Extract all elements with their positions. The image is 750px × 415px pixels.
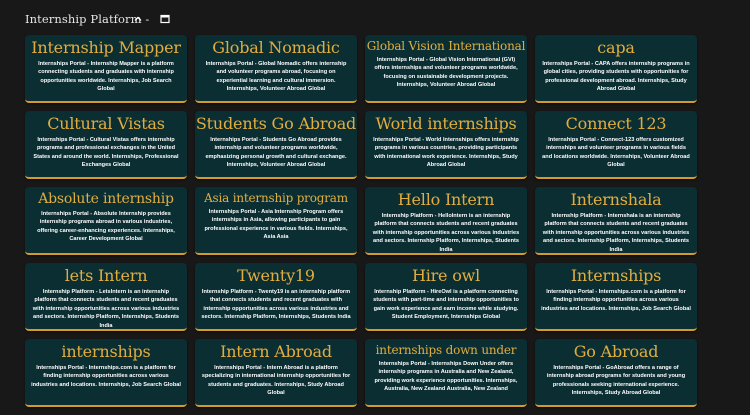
- platform-description: Internships Portal - Internships Down Under offers internship programs in Australia and New Zealand, providing work experience opportunities. Internships, Australia, New Zealand Australia, New Zealand: [374, 361, 518, 393]
- platform-card[interactable]: [25, 111, 187, 179]
- platform-description: Internships Portal - Absolute Internship provides internship programs abroad in various industries, offering career-enhancing experiences. Internships, Career Development Global: [37, 211, 175, 243]
- platform-description: Internship Platform - HelloIntern is an internship platform that connects students and recent graduates with internship opportunities across various industries and sectors. Internship Platform, Internships, Students India: [372, 213, 520, 253]
- platform-description: Internships Portal - Internship Mapper is a platform connecting students and graduates with internship opportunities worldwide. Internships, Job Search Global: [38, 61, 174, 93]
- platform-description: Internships Portal - World Internships offers internship programs in various countries, providing participants with international work experience. Internships, Study Abroad Global: [373, 137, 519, 169]
- platform-description: Internships Portal - Cultural Vistas offers internship programs and professional exchanges in the United States and around the world. Internships, Professional Exchanges Global: [33, 137, 179, 169]
- platform-card[interactable]: [25, 339, 187, 407]
- platform-card[interactable]: [195, 263, 357, 331]
- platform-card[interactable]: [365, 187, 527, 255]
- platform-name: Hello Intern: [397, 190, 495, 209]
- platform-name: Internships: [570, 266, 662, 285]
- platform-card[interactable]: [365, 111, 527, 179]
- platform-name: Internship Mapper: [31, 38, 181, 57]
- platform-name: Hire owl: [411, 266, 481, 285]
- platform-description: Internships Portal - GoAbroad offers a range of internship abroad programs for students and young professionals seeking international experience. Internships, Study Abroad Global: [546, 365, 686, 397]
- platform-name: Connect 123: [565, 114, 667, 133]
- platform-description: Internships Portal - CAPA offers internship programs in global cities, providing students with opportunities for professional development abroad. Internships, Study Abroad Global: [542, 61, 690, 93]
- platform-description: Internship Platform - HireOwl is a platform connecting students with part-time and internship opportunities to gain work experience and earn income while studying. Student Employment, Internships Global: [373, 289, 519, 321]
- platform-description: Internships Portal - Students Go Abroad provides internship and volunteer programs worldwide, emphasizing personal growth and cultural exchange. Internships, Volunteer Abroad Global: [205, 137, 347, 169]
- platform-name: Internshala: [570, 190, 662, 209]
- platform-name: lets Intern: [64, 266, 148, 285]
- platform-name: Students Go Abroad: [195, 114, 357, 133]
- platform-card[interactable]: [365, 35, 527, 103]
- platform-name: World internships: [375, 114, 517, 133]
- platform-description: Internships Portal - Asia Internship Program offers internships in Asia, allowing participants to gain professional experience in various fields. Internships, Asia Asia: [204, 209, 348, 241]
- platform-description: Internships Portal - Intern Abroad is a platform specializing in international internship opportunities for students and graduates. Internships, Study Abroad Global: [201, 365, 351, 397]
- platform-card[interactable]: [365, 263, 527, 331]
- platform-name: Global Vision International: [366, 39, 526, 53]
- platform-description: Internships Portal - Global Vision International (GVI) offers internships and volunteer programs worldwide, focusing on sustainable development projects. Internships, Volunteer Abroad Global: [374, 57, 518, 89]
- platform-name: Cultural Vistas: [47, 114, 165, 133]
- top-bar: [0, 0, 750, 36]
- platform-name: capa: [597, 38, 635, 57]
- platform-name: internships: [61, 342, 151, 361]
- platform-description: Internships Portal - Internships.com is a platform for finding internship opportunities across various industries and locations. Internships, Job Search Global: [541, 289, 691, 312]
- platform-description: Internship Platform - Twenty19 is an internship platform that connects students and recent graduates with internship opportunities across various industries and sectors. Internship Platform, Internships, Students India: [201, 289, 351, 321]
- platform-name: Absolute internship: [38, 191, 174, 207]
- platform-card[interactable]: [535, 35, 697, 103]
- platform-description: Internships Portal - Connect-123 offers customized internships and volunteer programs in various fields and locations worldwide. Internships, Volunteer Abroad Global: [542, 137, 690, 169]
- platform-card-grid: [25, 35, 697, 407]
- chevron-up-icon[interactable]: [132, 13, 144, 25]
- window-icon[interactable]: [159, 13, 171, 25]
- platform-description: Internships Portal - Internships.com is a platform for finding internship opportunities across various industries and locations. Internships, Job Search Global: [31, 365, 181, 388]
- page-title[interactable]: Internship Platform -: [25, 12, 150, 26]
- platform-card[interactable]: [195, 187, 357, 255]
- platform-card[interactable]: [535, 187, 697, 255]
- platform-card[interactable]: [195, 111, 357, 179]
- platform-name: Intern Abroad: [220, 342, 332, 361]
- platform-name: internships down under: [375, 343, 517, 357]
- platform-card[interactable]: [535, 263, 697, 331]
- platform-card[interactable]: [195, 339, 357, 407]
- platform-name: Global Nomadic: [212, 38, 340, 57]
- platform-card[interactable]: [25, 35, 187, 103]
- platform-card[interactable]: [535, 339, 697, 407]
- platform-description: Internship Platform - Internshala is an internship platform that connects students and recent graduates with internship opportunities across various industries and sectors. Internship Platform, Internships, Students India: [542, 213, 690, 253]
- platform-name: Asia internship program: [204, 191, 348, 205]
- platform-name: Go Abroad: [573, 342, 659, 361]
- platform-card[interactable]: [195, 35, 357, 103]
- platform-description: Internship Platform - LetsIntern is an internship platform that connects students and recent graduates with internship opportunities across various industries and sectors. Internship Platform, Internships, Students India: [32, 289, 180, 329]
- platform-card[interactable]: [25, 263, 187, 331]
- platform-card[interactable]: [25, 187, 187, 255]
- platform-name: Twenty19: [237, 266, 315, 285]
- platform-description: Internships Portal - Global Nomadic offers internship and volunteer programs abroad, focusing on experiential learning and cultural immersion. Internships, Volunteer Abroad Global: [205, 61, 347, 93]
- platform-card[interactable]: [365, 339, 527, 407]
- platform-card[interactable]: [535, 111, 697, 179]
